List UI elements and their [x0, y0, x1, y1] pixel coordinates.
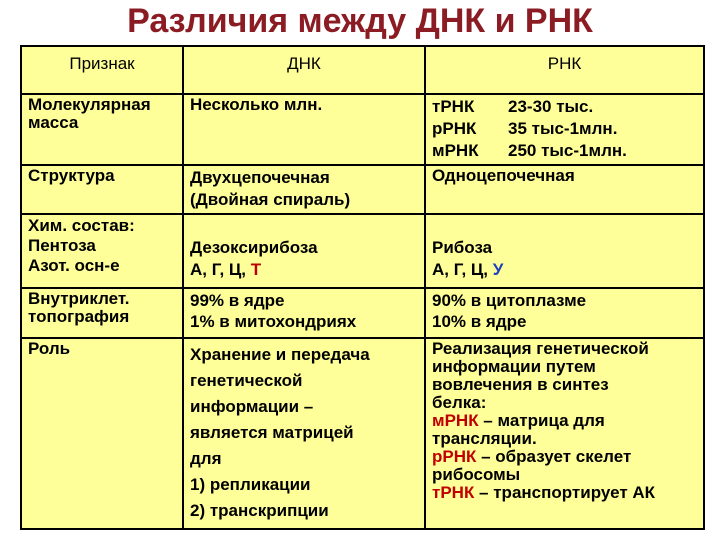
- table-row-structure: [21, 165, 704, 214]
- table-row-mass: [21, 94, 704, 165]
- feature-cell: Хим. состав: Пентоза Азот. осн-е: [21, 214, 183, 288]
- table-row-role: [21, 338, 704, 529]
- comparison-table: [20, 45, 705, 530]
- table-header-row: [21, 46, 704, 94]
- rrna-label: рРНК: [432, 447, 477, 466]
- mrna-label: мРНК: [432, 411, 479, 430]
- dna-cell: Дезоксирибоза А, Г, Ц, Т: [183, 214, 425, 288]
- dna-cell: Хранение и передача генетической информации – является матрицей для 1) репликации 2) транскрипции: [183, 338, 425, 529]
- rna-cell: тРНК 23-30 тыс. рРНК 35 тыс-1млн. мРНК 250 тыс-1млн.: [425, 94, 704, 165]
- rna-cell: Одноцепочечная: [425, 165, 704, 214]
- rna-cell: Реализация генетической информации путем вовлечения в синтез белка: мРНК – матрица для трансляции. рРНК – образует скелет рибосомы тРНК – транспортирует АК: [425, 338, 704, 529]
- header-feature: Признак: [21, 46, 183, 94]
- thymine-highlight: Т: [250, 260, 262, 279]
- dna-cell: Несколько млн.: [183, 94, 425, 165]
- rna-cell: 90% в цитоплазме 10% в ядре: [425, 288, 704, 338]
- feature-cell: Структура: [21, 165, 183, 214]
- table-row-composition: [21, 214, 704, 288]
- table-row-location: [21, 288, 704, 338]
- dna-cell: Двухцепочечная (Двойная спираль): [183, 165, 425, 214]
- feature-cell: Молекулярная масса: [21, 94, 183, 165]
- rna-cell: Рибоза А, Г, Ц, У: [425, 214, 704, 288]
- header-rna: РНК: [425, 46, 704, 94]
- header-dna: ДНК: [183, 46, 425, 94]
- trna-label: тРНК: [432, 483, 475, 502]
- dna-cell: 99% в ядре 1% в митохондриях: [183, 288, 425, 338]
- feature-cell: Роль: [21, 338, 183, 529]
- uracil-highlight: У: [492, 260, 504, 279]
- page-title: Различия между ДНК и РНК: [127, 2, 593, 40]
- feature-cell: Внутриклет. топография: [21, 288, 183, 338]
